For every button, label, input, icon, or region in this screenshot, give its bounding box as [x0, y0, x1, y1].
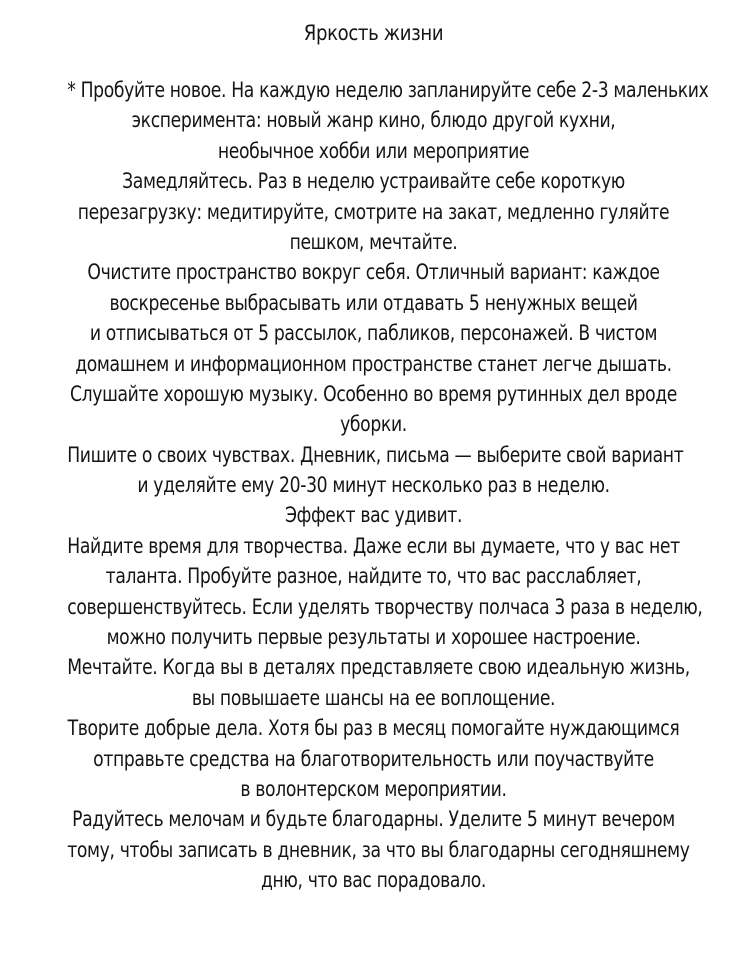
text-line: перезагрузку: медитируйте, смотрите на закат, медленно гуляйте	[77, 199, 670, 224]
text-line: дню, что вас порадовало.	[260, 868, 487, 893]
document-title: Яркость жизни	[303, 21, 444, 45]
text-line: необычное хобби или мероприятие	[217, 138, 530, 163]
text-line: и уделяйте ему 20-30 минут несколько раз в неделю.	[137, 473, 610, 498]
text-line: Радуйтесь мелочам и будьте благодарны. Уделите 5 минут вечером	[72, 807, 675, 832]
text-line: воскресенье выбрасывать или отдавать 5 ненужных вещей	[109, 290, 638, 315]
text-line: Замедляйтесь. Раз в неделю устраивайте себе короткую	[122, 169, 625, 194]
text-line: Эффект вас удивит.	[284, 503, 463, 528]
text-line: в волонтерском мероприятии.	[240, 776, 507, 801]
text-line: Найдите время для творчества. Даже если вы думаете, что у вас нет	[67, 533, 680, 558]
text-line: Пишите о своих чувствах. Дневник, письма — выберите свой вариант	[67, 442, 684, 467]
text-line: эксперимента: новый жанр кино, блюдо другой кухни,	[131, 108, 616, 133]
text-line: совершенствуйтесь. Если уделять творчеству полчаса 3 раза в неделю,	[67, 594, 703, 619]
text-line: тому, чтобы записать в дневник, за что вы благодарны сегодняшнему	[67, 837, 690, 862]
text-line: Слушайте хорошую музыку. Особенно во время рутинных дел вроде	[69, 381, 678, 406]
text-line: пешком, мечтайте.	[289, 229, 458, 254]
document-body	[0, 75, 747, 896]
text-line: Мечтайте. Когда вы в деталях представляете свою идеальную жизнь,	[67, 655, 690, 680]
text-line: домашнем и информационном пространстве станет легче дышать.	[75, 351, 672, 376]
text-line: вы повышаете шансы на ее воплощение.	[191, 685, 556, 710]
text-line: отправьте средства на благотворительность или поучаствуйте	[93, 746, 654, 771]
text-line: и отписываться от 5 рассылок, пабликов, персонажей. В чистом	[89, 321, 658, 346]
text-line: можно получить первые результаты и хорошее настроение.	[106, 625, 641, 650]
text-line: Очистите пространство вокруг себя. Отличный вариант: каждое	[87, 260, 660, 285]
text-line: уборки.	[340, 412, 407, 437]
text-line: таланта. Пробуйте разное, найдите то, что вас расслабляет,	[105, 564, 642, 589]
text-line: Творите добрые дела. Хотя бы раз в месяц помогайте нуждающимся	[67, 716, 680, 741]
text-line: * Пробуйте новое. На каждую неделю запланируйте себе 2-3 маленьких	[67, 78, 709, 102]
